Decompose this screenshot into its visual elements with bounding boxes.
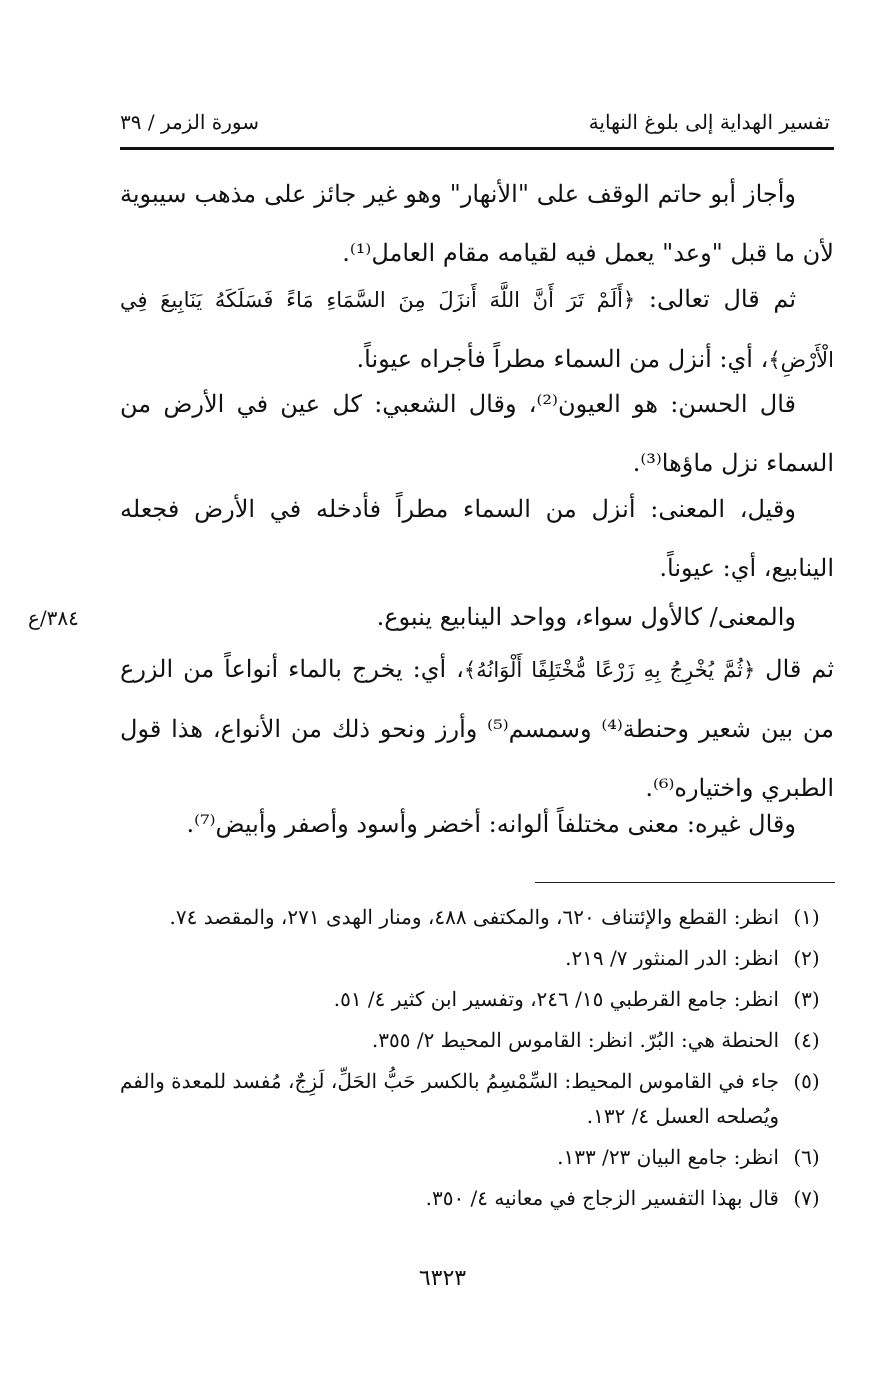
paragraph-2-intro: ثم قال تعالى:: [635, 285, 797, 313]
footnote-item: [120, 1064, 834, 1134]
paragraph-2: [120, 270, 834, 390]
footnote-text: انظر: القطع والإئتناف ٦٢٠، والمكتفى ٤٨٨، ومنار الهدى ٢٧١، والمقصد ٧٤.: [169, 905, 779, 929]
quran-verse-1: ﴿أَلَمْ تَرَ أَنَّ اللَّهَ أَنزَلَ مِنَ السَّمَاءِ مَاءً فَسَلَكَهُ يَنَابِيعَ فِي الْأَرْضِ﴾: [120, 288, 834, 372]
footnote-item: [120, 1023, 834, 1058]
header-rule: [120, 147, 834, 150]
page-number: ٦٣٢٣: [418, 1266, 467, 1291]
footnote-number: (٣): [793, 987, 820, 1011]
paragraph-1: وأجاز أبو حاتم الوقف على "الأنهار" وهو غير جائز على مذهب سيبوية لأن ما قبل "وعد" يعمل فيه لقيامه مقام العامل⁽¹⁾.: [120, 180, 834, 267]
paragraph-6-rest: ، أي: يخرج بالماء أنواعاً من الزرع من بين شعير وحنطة⁽⁴⁾ وسمسم⁽⁵⁾ وأرز ونحو ذلك من الأنواع، هذا قول الطبري واختياره⁽⁶⁾.: [120, 655, 834, 802]
paragraph-6-intro: ثم قال: [755, 655, 834, 683]
footnote-number: (٦): [793, 1145, 820, 1169]
footnote-item: [120, 982, 834, 1017]
manuscript-folio-note: ٣٨٤/ع: [28, 606, 79, 630]
quran-verse-2: ﴿ثُمَّ يُخْرِجُ بِهِ زَرْعًا مُّخْتَلِفًا أَلْوَانُهُ﴾: [463, 658, 756, 682]
footnote-separator: [535, 882, 835, 883]
footnote-item: [120, 941, 834, 976]
footnote-text: انظر: جامع القرطبي ١٥/ ٢٤٦، وتفسير ابن كثير ٤/ ٥١.: [333, 987, 779, 1011]
footnote-text: انظر: الدر المنثور ٧/ ٢١٩.: [565, 946, 779, 970]
paragraph-2-rest: ، أي: أنزل من السماء مطراً فأجراه عيوناً.: [356, 345, 769, 373]
footnote-item: [120, 1140, 834, 1175]
footnote-number: (٥): [793, 1069, 820, 1093]
paragraph-3: قال الحسن: هو العيون⁽²⁾، وقال الشعبي: كل عين في الأرض من السماء نزل ماؤها⁽³⁾.: [120, 390, 834, 477]
footnote-number: (٢): [793, 946, 820, 970]
paragraph-4: وقيل، المعنى: أنزل من السماء مطراً فأدخله في الأرض فجعله الينابيع، أي: عيوناً.: [120, 495, 834, 582]
footnote-number: (٧): [793, 1186, 820, 1210]
footnote-number: (١): [793, 905, 820, 929]
paragraph-7: وقال غيره: معنى مختلفاً ألوانه: أخضر وأسود وأصفر وأبيض⁽⁷⁾.: [186, 810, 796, 838]
footnote-text: انظر: جامع البيان ٢٣/ ١٣٣.: [557, 1145, 779, 1169]
running-title: تفسير الهداية إلى بلوغ النهاية: [588, 110, 830, 134]
footnote-item: [120, 900, 834, 935]
footnote-text: قال بهذا التفسير الزجاج في معانيه ٤/ ٣٥٠.: [425, 1186, 779, 1210]
paragraph-6: [120, 640, 834, 818]
surah-page-label: سورة الزمر / ٣٩: [120, 110, 259, 134]
footnote-item: [120, 1181, 834, 1216]
footnote-text: الحنطة هي: البُرّ. انظر: القاموس المحيط ٢/ ٣٥٥.: [371, 1028, 779, 1052]
footnotes: [120, 900, 834, 1222]
footnote-number: (٤): [793, 1028, 820, 1052]
footnote-text: جاء في القاموس المحيط: السِّمْسِمُ بالكسر حَبُّ الحَلِّ، لَزِجٌ، مُفسد للمعدة والفم ويُصلحه العسل ٤/ ١٣٢.: [120, 1069, 779, 1128]
paragraph-5: والمعنى/ كالأول سواء، وواحد الينابيع ينبوع.: [376, 603, 796, 631]
